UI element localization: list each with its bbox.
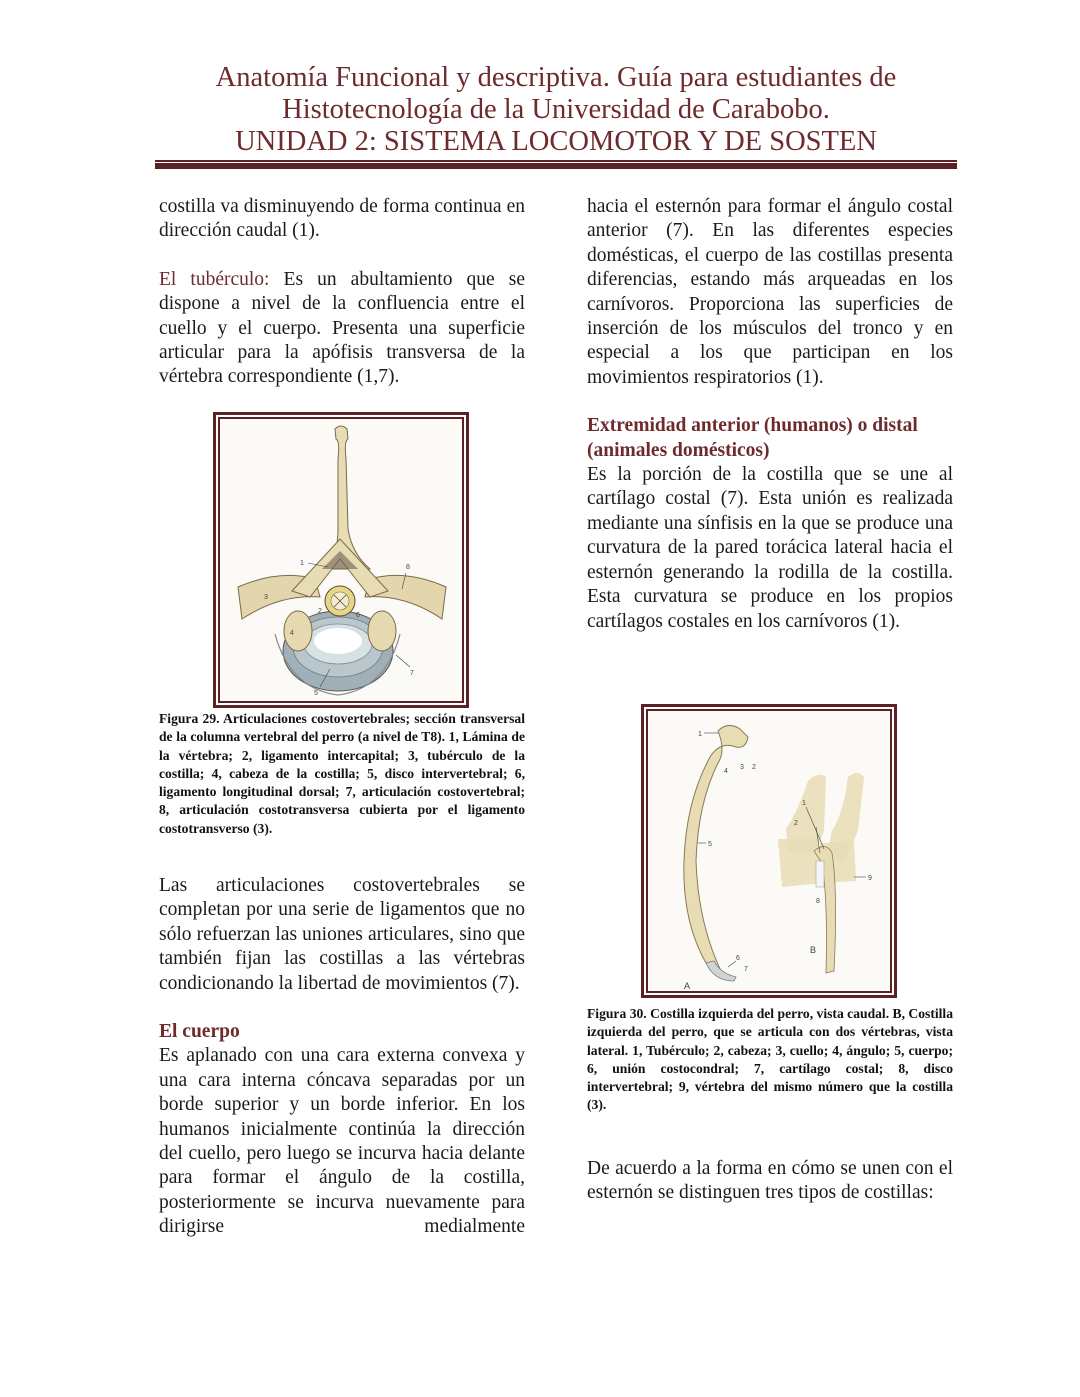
paragraph-extremidad-anterior: Es la porción de la costilla que se une al cartílago costal (7). Esta unión es realizada mediante una sínfisis en la que se produce una curvatura de la pared torácica lateral hacia el esternón generando la rodilla de la costilla. Esta curvatura se produce en los propios cartílagos costales en los carnívoros (1). bbox=[587, 464, 953, 632]
svg-text:3: 3 bbox=[740, 764, 744, 771]
paragraph-ligamentos: Las articulaciones costovertebrales se completan por una serie de ligamentos que no sólo refuerzan las uniones articulares, sino que también fijan las costillas a las vértebras condicionando la libertad de movimientos (7). bbox=[159, 875, 525, 994]
header-title-line-2: Histotecnología de la Universidad de Carabobo. bbox=[282, 94, 830, 125]
rib-illustration bbox=[648, 711, 892, 993]
heading-el-cuerpo: El cuerpo bbox=[159, 1021, 240, 1043]
svg-text:9: 9 bbox=[868, 875, 872, 882]
svg-text:7: 7 bbox=[410, 670, 414, 677]
figure-29-frame bbox=[213, 412, 469, 708]
heading-extremidad-anterior: Extremidad anterior (humanos) o distal (animales domésticos) bbox=[587, 415, 918, 461]
left-column-top bbox=[159, 195, 525, 390]
svg-text:2: 2 bbox=[752, 764, 756, 771]
header-rule-thick bbox=[155, 163, 957, 169]
svg-text:2: 2 bbox=[318, 608, 322, 615]
svg-text:6: 6 bbox=[356, 612, 360, 619]
svg-text:4: 4 bbox=[290, 630, 294, 637]
svg-text:7: 7 bbox=[744, 966, 748, 973]
header-unit-title: UNIDAD 2: SISTEMA LOCOMOTOR Y DE SOSTEN bbox=[235, 126, 877, 157]
figure-30-caption: Figura 30. Costilla izquierda del perro, vista caudal. B, Costilla izquierda del perro, que se articula con dos vértebras, vista lateral. 1, Tubérculo; 2, cabeza; 3, cuello; 4, ángulo; 5, cuerpo; 6, unión costocondral; 7, cartílago costal; 8, disco intervertebral; 9, vértebra del mismo número que la costilla (3). bbox=[587, 1006, 953, 1113]
term-tuberculo: El tubérculo: bbox=[159, 268, 270, 290]
svg-text:A: A bbox=[684, 981, 691, 991]
right-column-top bbox=[587, 195, 953, 634]
left-column-bottom bbox=[159, 874, 525, 1240]
svg-text:1: 1 bbox=[802, 800, 806, 807]
paragraph-tuberculo bbox=[159, 268, 525, 390]
page-header bbox=[155, 62, 957, 158]
svg-text:3: 3 bbox=[264, 594, 268, 601]
header-rule-thin bbox=[155, 160, 957, 162]
paragraph-costilla-continuation: costilla va disminuyendo de forma continua en dirección caudal (1). bbox=[159, 196, 525, 242]
svg-text:8: 8 bbox=[406, 564, 410, 571]
svg-text:2: 2 bbox=[794, 820, 798, 827]
right-column-bottom bbox=[587, 1157, 953, 1206]
svg-text:B: B bbox=[810, 945, 817, 955]
figure-30-caption-block bbox=[587, 1005, 953, 1115]
svg-text:4: 4 bbox=[724, 768, 728, 775]
paragraph-el-cuerpo: Es aplanado con una cara externa convexa y una cara interna cóncava separadas por un borde superior y un borde inferior. En los humanos inicialmente continúa la dirección del cuello, pero luego se incurva hacia delante para formar el ángulo de la costilla, posteriormente se incurva nuevamente para dirigirse medialmente bbox=[159, 1045, 525, 1238]
paragraph-tipos-costillas: De acuerdo a la forma en cómo se unen con el esternón se distinguen tres tipos de costillas: bbox=[587, 1158, 953, 1204]
svg-text:1: 1 bbox=[698, 731, 702, 738]
header-title-line-1: Anatomía Funcional y descriptiva. Guía para estudiantes de bbox=[215, 62, 897, 93]
figure-30-frame bbox=[641, 704, 897, 998]
svg-text:6: 6 bbox=[736, 955, 740, 962]
tuberculo-text: Es un abultamiento que se dispone a nivel de la confluencia entre el cuello y el cuerpo. Presenta una superficie articular para la apófisis transversa de la vértebra correspondiente (1,7). bbox=[159, 268, 526, 388]
figure-29-caption: Figura 29. Articulaciones costovertebrales; sección transversal de la columna vertebral del perro (a nivel de T8). 1, Lámina de la vértebra; 2, ligamento intercapital; 3, tubérculo de la costilla; 4, cabeza de la costilla; 5, disco intervertebral; 6, ligamento longitudinal dorsal; 7, articulación costovertebral; 8, articulación costotransversa cubierta por el ligamento costotransverso (3). bbox=[159, 711, 525, 836]
paragraph-cuerpo-continuation: hacia el esternón para formar el ángulo costal anterior (7). En las diferentes especies domésticas, el cuerpo de las costillas presenta diferencias, estando más arqueadas en los carnívoros. Proporciona las superficies de inserción de los músculos del tronco y en especial a los que participan en los movimientos respiratorios (1). bbox=[587, 196, 953, 388]
figure-29-caption-block bbox=[159, 710, 525, 838]
svg-text:1: 1 bbox=[300, 560, 304, 567]
vertebra-cross-section-illustration bbox=[220, 419, 464, 703]
svg-text:5: 5 bbox=[708, 841, 712, 848]
svg-text:8: 8 bbox=[816, 898, 820, 905]
svg-text:5: 5 bbox=[314, 690, 318, 697]
